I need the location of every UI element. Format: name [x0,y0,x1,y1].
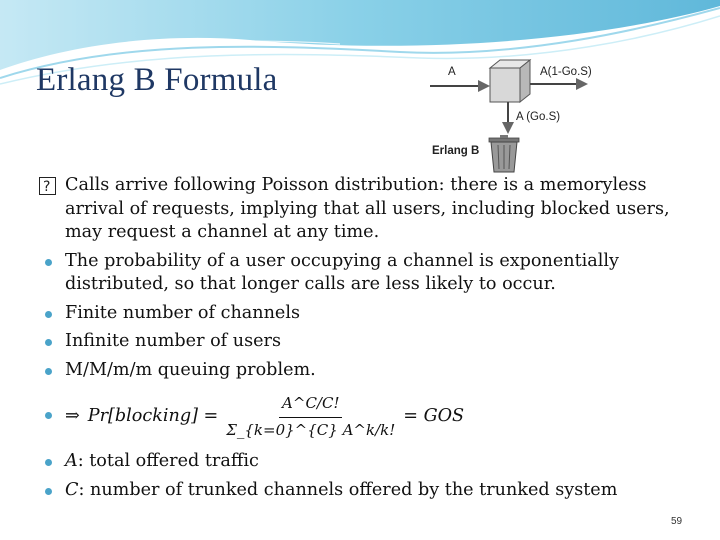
formula-lhs: Pr[blocking] = [87,406,219,427]
diagram-output-label: A(1-Go.S) [540,66,592,78]
diagram-input-label: A [448,66,456,78]
definition-item [43,479,683,503]
missing-glyph-icon: ? [39,177,56,195]
bullet-text: Calls arrive following Poisson distribution: there is a memoryless arrival of requests, implying that all users, including blocked users, may request a channel at any time. [65,175,670,242]
bullet-text: Finite number of channels [65,302,300,323]
formula-rhs: = GOS [403,406,465,427]
definition-item [43,450,683,474]
formula-denominator: Σ_{k=0}^{C} A^k/k! [226,420,396,439]
bullet-list [43,174,683,507]
bullet-dot-icon [45,339,52,346]
bullet-text: Infinite number of users [65,331,281,351]
implies-symbol: ⇒ [65,406,80,427]
bullet-item [43,174,683,245]
bullet-dot-icon [45,311,52,318]
bullet-item [43,359,683,383]
bullet-dot-icon [45,368,52,375]
slide-title: Erlang B Formula [36,62,278,98]
formula-fraction [226,392,395,442]
bullet-dot-icon [45,259,52,266]
page-number: 59 [671,516,683,527]
definition-text: : total offered traffic [77,451,259,471]
definition-text: : number of trunked channels offered by the trunked system [78,479,618,500]
bullet-dot-icon [45,412,52,419]
diagram-blocked-label: A (Go.S) [516,111,561,123]
bullet-item [43,302,683,326]
formula-numerator: A^C/C! [279,392,342,418]
bullet-text: The probability of a user occupying a channel is exponentially distributed, so that longer calls are less likely to occur. [65,250,619,294]
bullet-dot-icon [45,488,52,495]
formula-item [43,392,683,442]
bullet-text: M/M/m/m queuing problem. [65,359,316,380]
diagram-caption: Erlang B [432,145,480,157]
bullet-item [43,250,683,297]
definition-symbol: A [65,451,78,471]
bullet-item [43,330,683,354]
bullet-dot-icon [45,459,52,466]
erlang-b-diagram [428,56,603,176]
erlang-b-formula [65,392,683,442]
definition-symbol: C [65,479,79,500]
